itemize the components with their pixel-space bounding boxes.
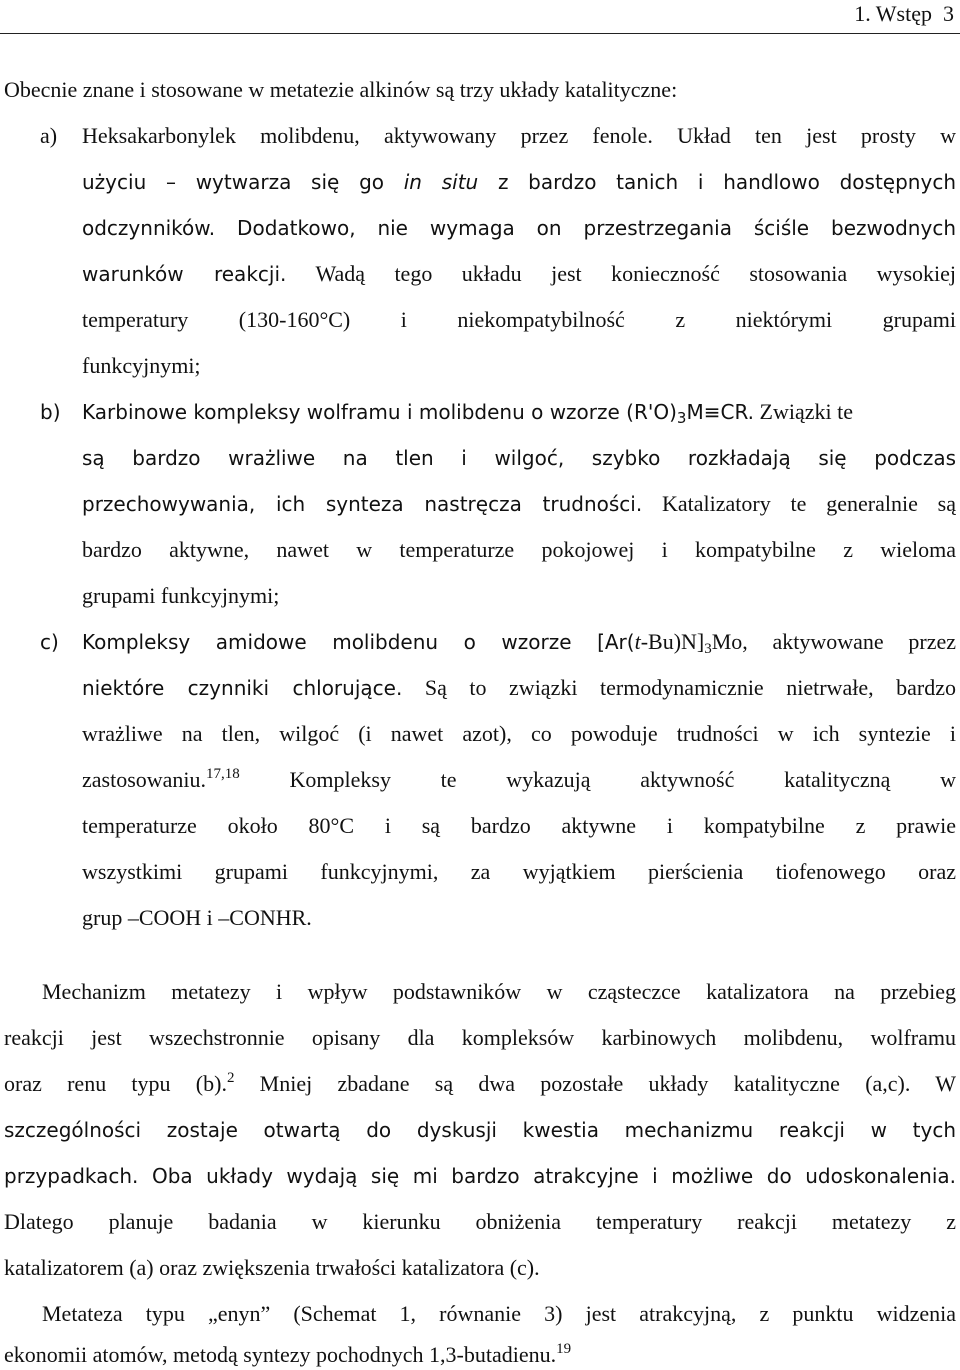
footnote-ref: 2 xyxy=(226,1070,235,1086)
text-line: temperatury (130-160°C) i niekompatybilność z niektórymi grupami xyxy=(82,307,956,332)
footnote-ref: 19 xyxy=(556,1341,572,1357)
text-line: bardzo aktywne, nawet w temperaturze pokojowej i kompatybilne z wieloma xyxy=(82,537,956,562)
text-line: oraz renu typu (b).$^2$ Mniej zbadane są dwa pozostałe układy katalityczne (a,c). W xyxy=(4,1070,956,1096)
section-title: 1. Wstęp xyxy=(854,1,932,26)
list-marker-b: b) xyxy=(40,400,61,424)
text-line: reakcji jest wszechstronnie opisany dla kompleksów karbinowych molibdenu, wolframu xyxy=(4,1025,956,1050)
list-marker-c: c) xyxy=(40,630,59,654)
text-line: Karbinowe kompleksy wolframu i molibdenu o wzorze $(R'O)_3M\equiv CR$. Związki te xyxy=(82,399,853,427)
text-line: szczególności zostaje otwartą do dyskusji kwestia mechanizmu reakcji w tych xyxy=(4,1118,956,1142)
italic-term: in situ xyxy=(403,170,479,194)
text-line: użyciu – wytwarza się go in situ z bardzo tanich i handlowo dostępnych xyxy=(82,170,956,194)
text-line: przechowywania, ich synteza nastręcza trudności. Katalizatory te generalnie są xyxy=(82,491,956,516)
text-line: Kompleksy amidowe molibdenu o wzorze $[Ar(t-Bu)N]_3Mo$, aktywowane przez xyxy=(82,629,956,657)
text-line: zastosowaniu.$^{17,18}$ Kompleksy te wykazują aktywność katalityczną w xyxy=(82,766,956,792)
text-line: Heksakarbonylek molibdenu, aktywowany przez fenole. Układ ten jest prosty w xyxy=(82,123,956,148)
text-line: przypadkach. Oba układy wydają się mi bardzo atrakcyjne i możliwe do udoskonalenia. xyxy=(4,1164,956,1188)
running-head xyxy=(854,1,954,27)
list-marker-a: a) xyxy=(40,123,58,148)
text-line: odczynników. Dodatkowo, nie wymaga on przestrzegania ściśle bezwodnych xyxy=(82,216,956,240)
text-line: grupami funkcyjnymi; xyxy=(82,583,280,608)
text-line: Metateza typu „enyn” (Schemat 1, równanie 3) jest atrakcyjną, z punktu widzenia xyxy=(42,1301,956,1326)
text-line: Mechanizm metatezy i wpływ podstawników w cząsteczce katalizatora na przebieg xyxy=(42,979,956,1004)
text-line: grup –COOH i –CONHR. xyxy=(82,905,312,930)
text-line: warunków reakcji. Wadą tego układu jest konieczność stosowania wysokiej xyxy=(82,261,956,286)
text-line: niektóre czynniki chlorujące. Są to związki termodynamicznie nietrwałe, bardzo xyxy=(82,675,956,700)
text-line: wszystkimi grupami funkcyjnymi, za wyjątkiem pierścienia tiofenowego oraz xyxy=(82,859,956,884)
text-line: Dlatego planuje badania w kierunku obniżenia temperatury reakcji metatezy z xyxy=(4,1209,956,1234)
header-rule xyxy=(0,33,960,34)
text-line: funkcyjnymi; xyxy=(82,353,201,378)
footnote-ref: 17,18 xyxy=(206,766,240,782)
text-line: Obecnie znane i stosowane w metatezie alkinów są trzy układy katalityczne: xyxy=(4,77,678,102)
text-line: temperaturze około 80°C i są bardzo aktywne i kompatybilne z prawie xyxy=(82,813,956,838)
text-line: są bardzo wrażliwe na tlen i wilgoć, szybko rozkładają się podczas xyxy=(82,446,956,470)
text-line: wrażliwe na tlen, wilgoć (i nawet azot), co powoduje trudności w ich syntezie i xyxy=(82,721,956,746)
page-header xyxy=(0,0,960,34)
intro-line xyxy=(4,75,677,105)
text-line: katalizatorem (a) oraz zwiększenia trwałości katalizatora (c). xyxy=(4,1255,540,1280)
text-line: ekonomii atomów, metodą syntezy pochodnych 1,3-butadienu.$^{19}$ xyxy=(4,1341,572,1367)
page-number: 3 xyxy=(943,1,954,26)
